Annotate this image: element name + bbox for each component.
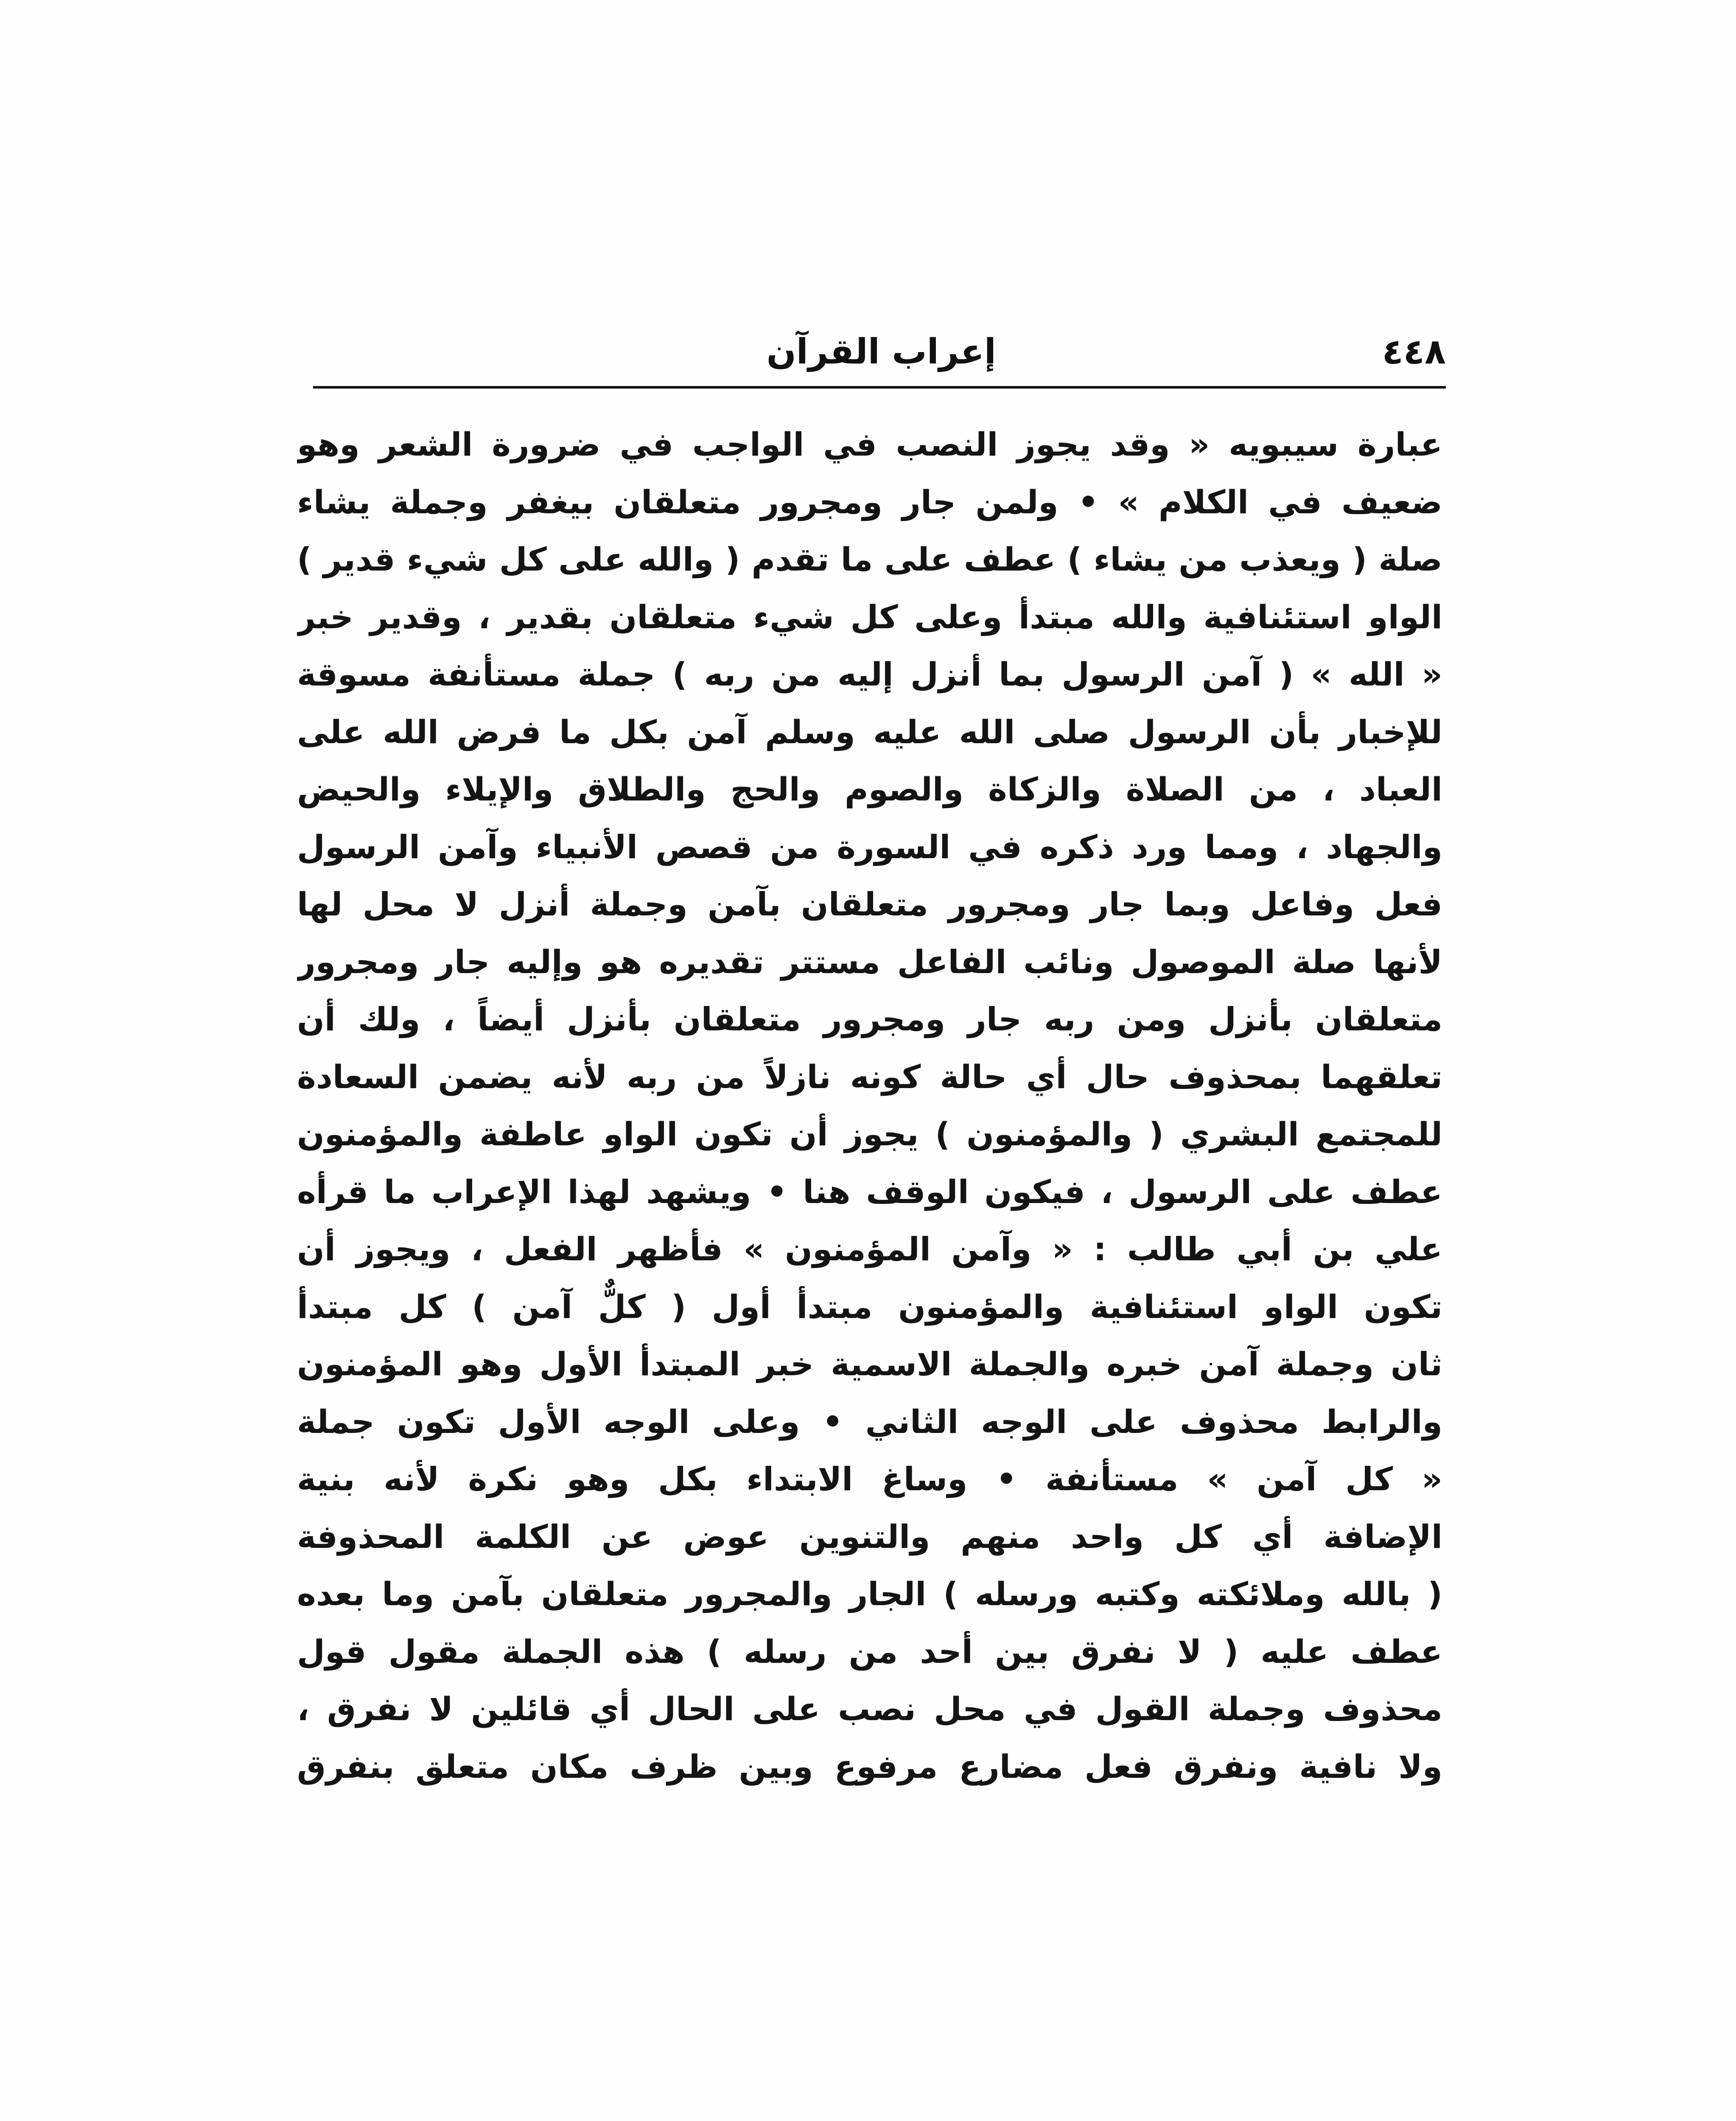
text-line: متعلقان بأنزل ومن ربه جار ومجرور متعلقان بأنزل أيضاً ، ولك أن [297, 1000, 1442, 1038]
text-line: الواو استئنافية والله مبتدأ وعلى كل شيء متعلقان بقدير ، وقدير خبر [297, 598, 1442, 636]
body-text [297, 416, 1442, 1795]
text-line: الإضافة أي كل واحد منهم والتنوين عوض عن الكلمة المحذوفة [297, 1517, 1442, 1556]
text-line: تكون الواو استئنافية والمؤمنون مبتدأ أول ( كلٌّ آمن ) كل مبتدأ [297, 1287, 1442, 1326]
text-line: للمجتمع البشري ( والمؤمنون ) يجوز أن تكون الواو عاطفة والمؤمنون [297, 1115, 1442, 1153]
text-line: للإخبار بأن الرسول صلى الله عليه وسلم آمن بكل ما فرض الله على [297, 713, 1442, 751]
text-line: ( بالله وملائكته وكتبه ورسله ) الجار والمجرور متعلقان بآمن وما بعده [297, 1575, 1442, 1613]
text-line: محذوف وجملة القول في محل نصب على الحال أي قائلين لا نفرق ، [297, 1690, 1442, 1728]
text-line: تعلقهما بمحذوف حال أي حالة كونه نازلاً من ربه لأنه يضمن السعادة [297, 1058, 1442, 1096]
page-number: ٤٤٨ [1382, 332, 1446, 372]
text-line: عبارة سيبويه « وقد يجوز النصب في الواجب في ضرورة الشعر وهو [297, 425, 1442, 463]
page-header [313, 322, 1446, 382]
text-line: صلة ( ويعذب من يشاء ) عطف على ما تقدم ( والله على كل شيء قدير ) [297, 540, 1442, 578]
running-title: إعراب القرآن [766, 332, 996, 372]
text-line: العباد ، من الصلاة والزكاة والصوم والحج والطلاق والإيلاء والحيض [297, 770, 1442, 808]
text-line: والجهاد ، ومما ورد ذكره في السورة من قصص الأنبياء وآمن الرسول [297, 828, 1442, 866]
text-line: « كل آمن » مستأنفة • وساغ الابتداء بكل وهو نكرة لأنه بنية [297, 1460, 1442, 1498]
text-line: ضعيف في الكلام » • ولمن جار ومجرور متعلقان بيغفر وجملة يشاء [297, 483, 1442, 521]
text-line: والرابط محذوف على الوجه الثاني • وعلى الوجه الأول تكون جملة [297, 1402, 1442, 1441]
text-line: علي بن أبي طالب : « وآمن المؤمنون » فأظهر الفعل ، ويجوز أن [297, 1230, 1442, 1268]
text-line: فعل وفاعل وبما جار ومجرور متعلقان بآمن وجملة أنزل لا محل لها [297, 885, 1442, 923]
text-line: ثان وجملة آمن خبره والجملة الاسمية خبر المبتدأ الأول وهو المؤمنون [297, 1345, 1442, 1383]
text-line: « الله » ( آمن الرسول بما أنزل إليه من ربه ) جملة مستأنفة مسوقة [297, 655, 1442, 693]
header-divider [313, 386, 1446, 389]
text-line: عطف على الرسول ، فيكون الوقف هنا • ويشهد لهذا الإعراب ما قرأه [297, 1172, 1442, 1211]
text-line: ولا نافية ونفرق فعل مضارع مرفوع وبين ظرف مكان متعلق بنفرق [297, 1747, 1442, 1785]
text-line: عطف عليه ( لا نفرق بين أحد من رسله ) هذه الجملة مقول قول [297, 1632, 1442, 1670]
text-line: لأنها صلة الموصول ونائب الفاعل مستتر تقديره هو وإليه جار ومجرور [297, 943, 1442, 981]
